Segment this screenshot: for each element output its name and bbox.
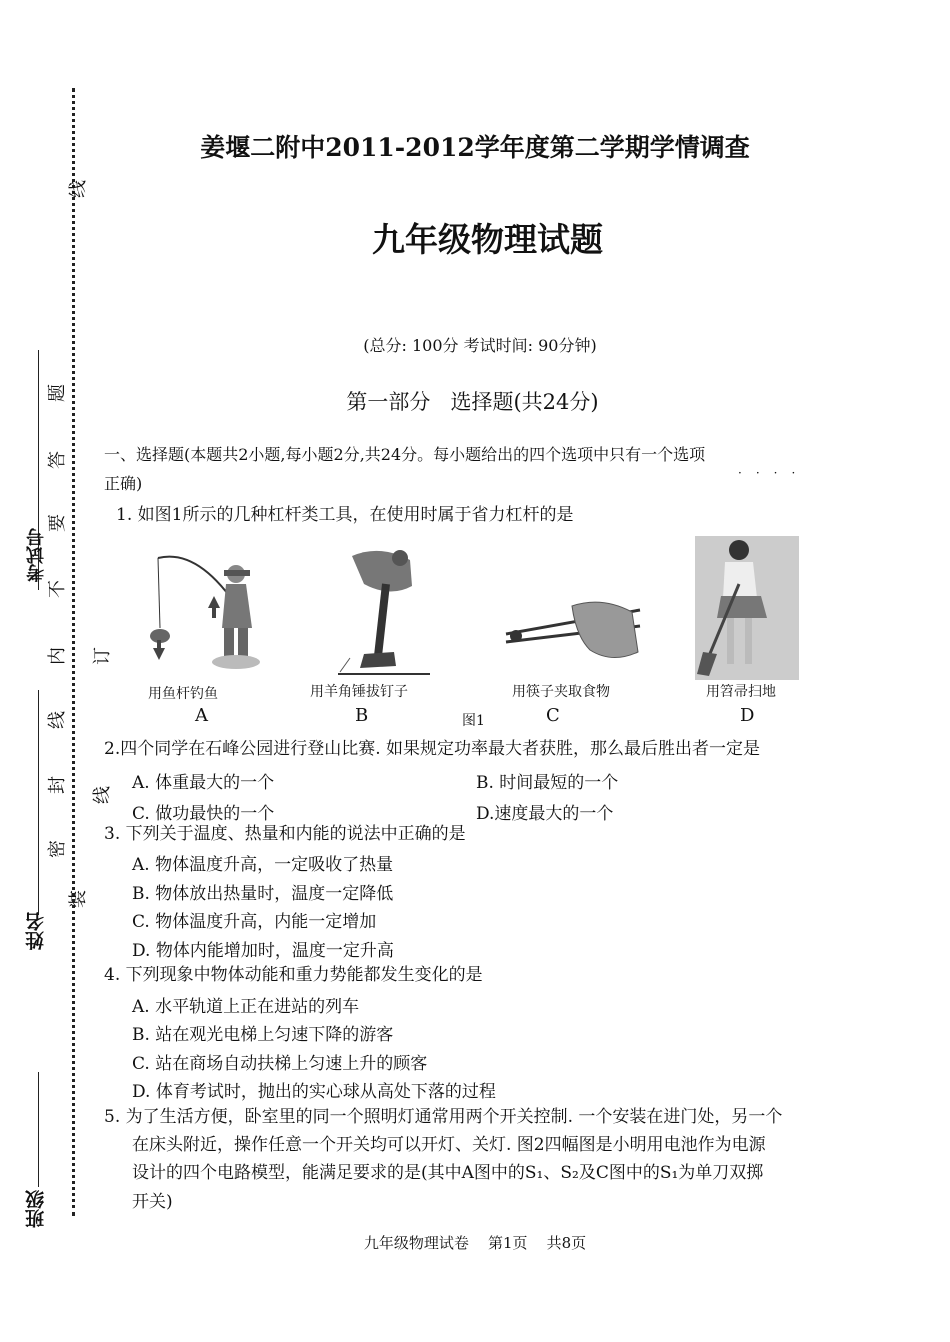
margin-char-da: 答 bbox=[47, 451, 68, 469]
letter-d: D bbox=[740, 705, 755, 726]
fishing-rod-image bbox=[138, 548, 266, 676]
caption-a: 用鱼杆钓鱼 bbox=[148, 686, 218, 702]
letter-b: B bbox=[355, 705, 369, 726]
q3-option-b: B. 物体放出热量时，温度一定降低 bbox=[132, 884, 394, 904]
q2-option-a: A. 体重最大的一个 bbox=[132, 773, 275, 793]
name-label: 姓名 bbox=[25, 912, 47, 950]
caption-d: 用笤帚扫地 bbox=[706, 684, 776, 700]
broom-sweeping-image bbox=[695, 536, 799, 680]
margin-char-bu: 不 bbox=[47, 580, 68, 598]
question-4-text: 4. 下列现象中物体动能和重力势能都发生变化的是 bbox=[104, 965, 483, 985]
page-footer: 九年级物理试卷 第1页 共8页 bbox=[363, 1234, 587, 1252]
school-title: 姜堰二附中2011-2012学年度第二学期学情调查 bbox=[200, 133, 750, 162]
letter-c: C bbox=[546, 705, 560, 726]
question-5-line2: 在床头附近，操作任意一个开关均可以开灯、关灯. 图2四幅图是小明用电池作为电源 bbox=[132, 1135, 766, 1155]
bind-label-ding: 订 bbox=[92, 647, 113, 665]
letter-a: A bbox=[195, 705, 208, 726]
question-5-line4: 开关) bbox=[132, 1192, 173, 1212]
emphasis-dots: ···· bbox=[738, 466, 810, 480]
margin-char-xian: 线 bbox=[47, 711, 68, 729]
question-2-text: 2.四个同学在石峰公园进行登山比赛. 如果规定功率最大者获胜，那么最后胜出者一定是 bbox=[104, 739, 761, 759]
question-5-line3: 设计的四个电路模型，能满足要求的是(其中A图中的S₁、S₂及C图中的S₁为单刀双掷 bbox=[132, 1163, 764, 1183]
q2-option-b: B. 时间最短的一个 bbox=[476, 773, 619, 793]
exam-no-label: 考试号 bbox=[26, 528, 47, 582]
section-title: 第一部分 选择题(共24分) bbox=[346, 390, 599, 414]
caption-c: 用筷子夹取食物 bbox=[512, 684, 610, 700]
margin-char-feng: 封 bbox=[47, 776, 68, 794]
section-instruction-line1: 一、选择题(本题共2小题,每小题2分,共24分。每小题给出的四个选项中只有一个选项 bbox=[104, 445, 706, 464]
margin-char-mi: 密 bbox=[47, 840, 68, 858]
q4-option-d: D. 体育考试时，抛出的实心球从高处下落的过程 bbox=[132, 1082, 496, 1102]
name-underline bbox=[38, 690, 39, 915]
q4-option-c: C. 站在商场自动扶梯上匀速上升的顾客 bbox=[132, 1054, 428, 1074]
question-3-text: 3. 下列关于温度、热量和内能的说法中正确的是 bbox=[104, 824, 466, 844]
q3-option-d: D. 物体内能增加时，温度一定升高 bbox=[132, 941, 394, 961]
caption-b: 用羊角锤拔钉子 bbox=[310, 684, 408, 700]
q2-option-c: C. 做功最快的一个 bbox=[132, 804, 275, 824]
bind-label-zhuang: 装 bbox=[68, 890, 89, 908]
chopsticks-image bbox=[502, 596, 644, 666]
bind-label-xian: 线 bbox=[92, 786, 113, 804]
q2-option-d: D.速度最大的一个 bbox=[476, 804, 614, 824]
class-underline bbox=[38, 1072, 39, 1187]
margin-top-line-label: 线 bbox=[68, 180, 89, 198]
question-1-text: 1. 如图1所示的几种杠杆类工具，在使用时属于省力杠杆的是 bbox=[116, 505, 574, 525]
exam-title: 九年级物理试题 bbox=[372, 220, 603, 259]
margin-char-nei: 内 bbox=[47, 647, 68, 665]
margin-char-ti: 题 bbox=[47, 384, 68, 402]
q3-option-c: C. 物体温度升高，内能一定增加 bbox=[132, 912, 377, 932]
claw-hammer-image bbox=[330, 546, 434, 676]
score-info: (总分: 100分 考试时间: 90分钟) bbox=[363, 336, 597, 355]
margin-char-yao: 要 bbox=[47, 514, 68, 532]
q3-option-a: A. 物体温度升高，一定吸收了热量 bbox=[132, 855, 394, 875]
q4-option-b: B. 站在观光电梯上匀速下降的游客 bbox=[132, 1025, 394, 1045]
q4-option-a: A. 水平轨道上正在进站的列车 bbox=[132, 997, 360, 1017]
class-label: 班级 bbox=[25, 1190, 47, 1228]
section-instruction-line2: 正确) bbox=[104, 474, 143, 493]
question-5-line1: 5. 为了生活方便，卧室里的同一个照明灯通常用两个开关控制. 一个安装在进门处，另一个 bbox=[104, 1107, 783, 1127]
figure-1-label: 图1 bbox=[462, 713, 485, 729]
